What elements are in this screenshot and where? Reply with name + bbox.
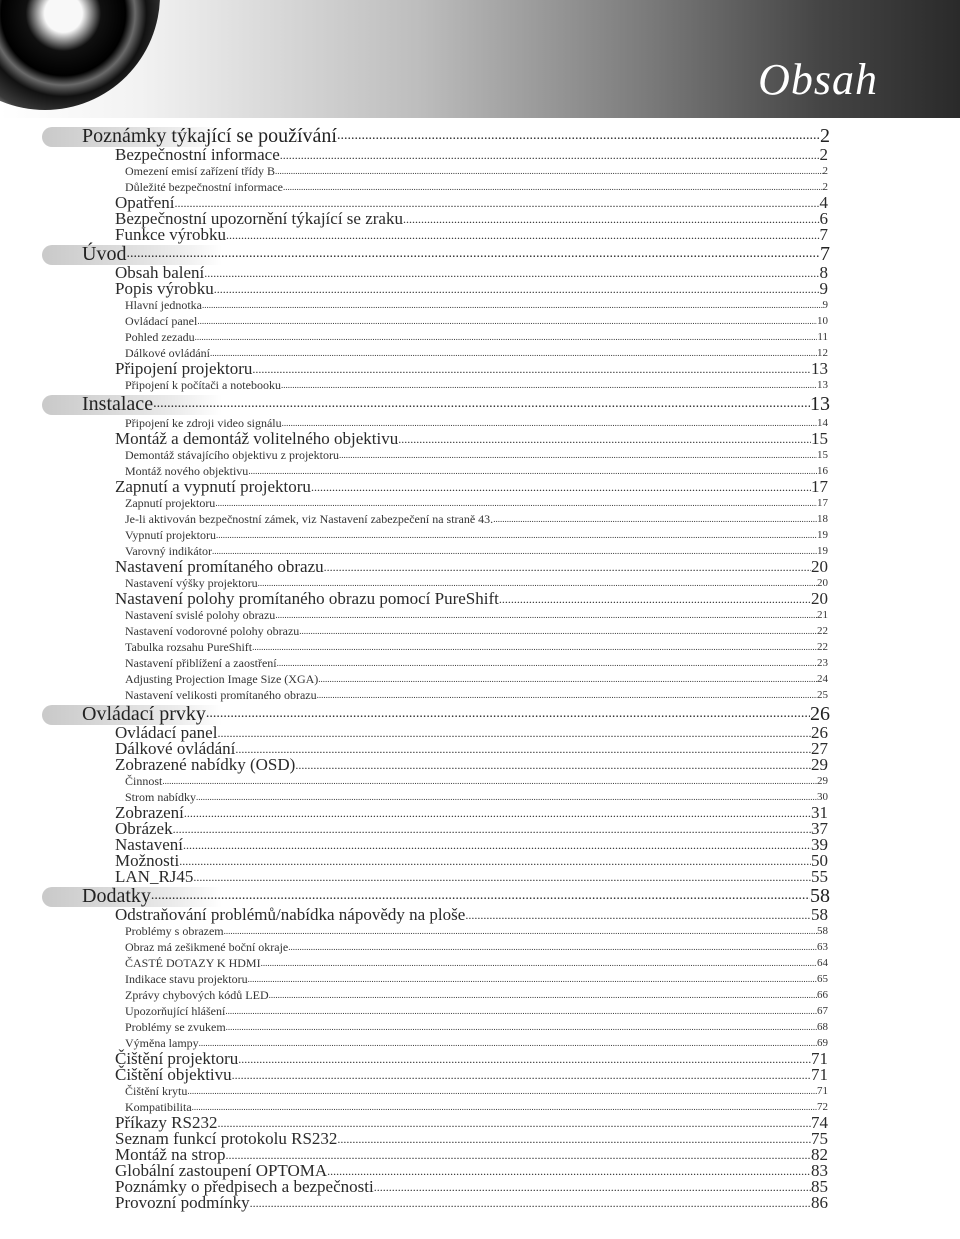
toc-chapter-ovladaci-prvky[interactable]	[0, 703, 830, 725]
toc-subsection-vypnuti-projektoru[interactable]	[0, 527, 828, 543]
toc-subsection-obraz-ma-zesikmene-bocni-okraje[interactable]	[0, 939, 828, 955]
toc-dot-leader	[403, 210, 820, 227]
toc-subsection-adjusting-projection-image-size-xga[interactable]	[0, 671, 828, 687]
toc-entry-title: Poznámky o předpisech a bezpečnosti	[115, 1177, 374, 1196]
toc-subsection-problemy-s-obrazem[interactable]	[0, 923, 828, 939]
toc-dot-leader	[283, 178, 823, 195]
toc-entry-title: Strom nabídky	[125, 790, 196, 804]
toc-page-number: 66	[817, 989, 828, 1001]
toc-page-number: 58	[817, 925, 828, 937]
toc-entry-title: Dálkové ovládání	[125, 346, 210, 360]
toc-subsection-tabulka-rozsahu-pureshift[interactable]	[0, 639, 828, 655]
toc-page-number: 22	[817, 641, 828, 653]
toc-page-number: 13	[810, 393, 830, 415]
toc-dot-leader	[226, 1018, 817, 1035]
toc-dot-leader	[337, 122, 820, 147]
toc-entry-title: Montáž nového objektivu	[125, 464, 249, 478]
toc-page-number: 20	[817, 577, 828, 589]
toc-entry-title: Montáž a demontáž volitelného objektivu	[115, 429, 399, 448]
toc-page-number: 55	[811, 867, 828, 886]
toc-subsection-nastaveni-svisle-polohy-obrazu[interactable]	[0, 607, 828, 623]
toc-page-number: 2	[822, 165, 828, 177]
toc-page-number: 23	[817, 657, 828, 669]
toc-entry-title: Globální zastoupení OPTOMA	[115, 1161, 328, 1180]
toc-dot-leader	[398, 430, 811, 447]
toc-page-number: 39	[811, 835, 828, 854]
toc-entry-title: Nastavení velikosti promítaného obrazu	[125, 688, 317, 702]
toc-entry-title: Funkce výrobku	[115, 225, 226, 244]
toc-page-number: 72	[817, 1101, 828, 1113]
toc-entry-title: Připojení projektoru	[115, 359, 253, 378]
toc-subsection-pohled-zezadu[interactable]	[0, 329, 828, 345]
toc-dot-leader	[324, 558, 811, 575]
toc-page-number: 26	[811, 723, 828, 742]
toc-entry-title: Indikace stavu projektoru	[125, 972, 248, 986]
toc-page-number: 7	[819, 225, 828, 244]
toc-subsection-omezeni-emisi-zarizeni-tridy-b[interactable]	[0, 163, 828, 179]
toc-section-popis-vyrobku[interactable]	[0, 281, 828, 297]
toc-page-number: 64	[817, 957, 828, 969]
toc-page-number: 75	[811, 1129, 828, 1148]
toc-page-number: 7	[820, 243, 830, 265]
toc-page-number: 37	[811, 819, 828, 838]
toc-entry-title: Instalace	[82, 393, 154, 415]
toc-entry-title: Bezpečnostní upozornění týkající se zraku	[115, 209, 403, 228]
toc-entry-title: Varovný indikátor	[125, 544, 212, 558]
toc-page-number: 19	[817, 529, 828, 541]
toc-entry-title: Nastavení výšky projektoru	[125, 576, 258, 590]
toc-entry-title: Čištění projektoru	[115, 1049, 239, 1068]
toc-dot-leader	[337, 1130, 811, 1147]
toc-dot-leader	[153, 390, 810, 415]
toc-entry-title: Opatření	[115, 193, 175, 212]
toc-entry-title: Problémy s obrazem	[125, 924, 224, 938]
toc-dot-leader	[184, 804, 811, 821]
toc-dot-leader	[299, 622, 817, 639]
toc-dot-leader	[252, 638, 817, 655]
toc-entry-title: Činnost	[125, 774, 163, 788]
toc-entry-title: Zapnutí a vypnutí projektoru	[115, 477, 311, 496]
toc-page-number: 4	[819, 193, 828, 212]
toc-page-number: 18	[817, 513, 828, 525]
toc-entry-title: Čištění objektivu	[115, 1065, 232, 1084]
toc-page-number: 17	[817, 497, 828, 509]
toc-entry-title: Pohled zezadu	[125, 330, 195, 344]
toc-page-number: 13	[817, 379, 828, 391]
toc-entry-title: Nastavení promítaného obrazu	[115, 557, 324, 576]
toc-page-number: 6	[819, 209, 828, 228]
toc-entry-title: Úvod	[82, 243, 127, 265]
toc-dot-leader	[250, 1194, 811, 1211]
toc-dot-leader	[295, 756, 811, 773]
toc-page-number: 83	[811, 1161, 828, 1180]
toc-page-number: 10	[817, 315, 828, 327]
toc-dot-leader	[187, 1082, 817, 1099]
toc-page-number: 20	[811, 557, 828, 576]
toc-page-number: 13	[811, 359, 828, 378]
toc-page-number: 26	[810, 703, 830, 725]
toc-page-number: 74	[811, 1113, 828, 1132]
toc-entry-title: Bezpečnostní informace	[115, 145, 280, 164]
toc-entry-title: Možnosti	[115, 851, 180, 870]
toc-page-number: 15	[817, 449, 828, 461]
toc-entry-title: Zapnutí projektoru	[125, 496, 216, 510]
toc-dot-leader	[248, 462, 817, 479]
toc-page-number: 31	[811, 803, 828, 822]
toc-entry-title: Obsah balení	[115, 263, 205, 282]
toc-dot-leader	[214, 280, 820, 297]
toc-entry-title: Obraz má zešikmené boční okraje	[125, 940, 289, 954]
toc-subsection-zapnuti-projektoru[interactable]	[0, 495, 828, 511]
toc-entry-title: Nastavení přiblížení a zaostření	[125, 656, 277, 670]
toc-entry-title: Demontáž stávajícího objektivu z projektoru	[125, 448, 339, 462]
toc-dot-leader	[374, 1178, 811, 1195]
toc-subsection-nastaveni-priblizeni-a-zaostreni[interactable]	[0, 655, 828, 671]
toc-dot-leader	[275, 606, 817, 623]
toc-dot-leader	[225, 1002, 817, 1019]
toc-entry-title: LAN_RJ45	[115, 867, 194, 886]
toc-entry-title: Obrázek	[115, 819, 173, 838]
toc-entry-title: Odstraňování problémů/nabídka nápovědy na ploše	[115, 905, 466, 924]
toc-chapter-dodatky[interactable]	[0, 885, 830, 907]
toc-page-number: 71	[817, 1085, 828, 1097]
toc-dot-leader	[232, 1066, 811, 1083]
toc-subsection-hlavni-jednotka[interactable]	[0, 297, 828, 313]
toc-subsection-problemy-se-zvukem[interactable]	[0, 1019, 828, 1035]
toc-dot-leader	[206, 700, 810, 725]
toc-entry-title: Zprávy chybových kódů LED	[125, 988, 269, 1002]
toc-dot-leader	[216, 526, 817, 543]
toc-chapter-poznamky-tykajici-se-pouzivani[interactable]	[0, 125, 830, 147]
toc-page-number: 2	[819, 145, 828, 164]
toc-page-number: 9	[822, 299, 828, 311]
toc-page-number: 25	[817, 689, 828, 701]
toc-dot-leader	[493, 510, 817, 527]
toc-entry-title: Je-li aktivován bezpečnostní zámek, viz Nastavení zabezpečení na straně 43.	[125, 512, 494, 526]
toc-entry-title: Čištění krytu	[125, 1084, 188, 1098]
toc-page-number: 30	[817, 791, 828, 803]
toc-dot-leader	[173, 820, 811, 837]
toc-entry-title: Připojení k počítači a notebooku	[125, 378, 281, 392]
toc-page-number: 11	[817, 331, 828, 343]
toc-dot-leader	[197, 312, 817, 329]
toc-section-nastaveni-promitaneho-obrazu[interactable]	[0, 559, 828, 575]
toc-entry-title: Hlavní jednotka	[125, 298, 202, 312]
table-of-contents	[0, 125, 960, 1211]
toc-subsection-je-li-aktivovan-bezpecnostni-zamek-viz-nastaveni-zabezpeceni-na-strane-43[interactable]	[0, 511, 828, 527]
toc-section-montaz-a-demontaz-volitelneho-objektivu[interactable]	[0, 431, 828, 447]
toc-page-number: 69	[817, 1037, 828, 1049]
toc-page-number: 20	[811, 589, 828, 608]
toc-dot-leader	[196, 788, 817, 805]
toc-entry-title: Nastavení vodorovné polohy obrazu	[125, 624, 300, 638]
toc-dot-leader	[179, 852, 811, 869]
toc-page-number: 29	[811, 755, 828, 774]
toc-page-number: 65	[817, 973, 828, 985]
toc-dot-leader	[339, 446, 817, 463]
toc-dot-leader	[465, 906, 811, 923]
toc-page-number: 86	[811, 1193, 828, 1212]
toc-entry-title: Příkazy RS232	[115, 1113, 218, 1132]
toc-entry-title: Kompatibilita	[125, 1100, 192, 1114]
toc-entry-title: Ovládací prvky	[82, 703, 206, 725]
toc-dot-leader	[162, 772, 817, 789]
toc-page-number: 21	[817, 609, 828, 621]
toc-entry-title: Poznámky týkající se používání	[82, 125, 337, 147]
toc-entry-title: Připojení ke zdroji video signálu	[125, 416, 282, 430]
toc-dot-leader	[183, 836, 811, 853]
toc-entry-title: Adjusting Projection Image Size (XGA)	[125, 672, 319, 686]
toc-entry-title: Omezení emisí zařízení třídy B	[125, 164, 275, 178]
toc-entry-title: Nastavení polohy promítaného obrazu pomocí PureShift	[115, 589, 499, 608]
toc-entry-title: Upozorňující hlášení	[125, 1004, 226, 1018]
toc-page-number: 24	[817, 673, 828, 685]
toc-subsection-nastaveni-vodorovne-polohy-obrazu[interactable]	[0, 623, 828, 639]
toc-subsection-caste-dotazy-k-hdmi[interactable]	[0, 955, 828, 971]
toc-entry-title: Montáž na strop	[115, 1145, 226, 1164]
toc-dot-leader	[261, 954, 817, 971]
toc-dot-leader	[327, 1162, 811, 1179]
toc-entry-title: ČASTÉ DOTAZY K HDMI	[125, 956, 261, 970]
toc-subsection-indikace-stavu-projektoru[interactable]	[0, 971, 828, 987]
toc-dot-leader	[215, 494, 817, 511]
toc-page-number: 27	[811, 739, 828, 758]
toc-section-pripojeni-projektoru[interactable]	[0, 361, 828, 377]
toc-page-number: 17	[811, 477, 828, 496]
toc-page-number: 14	[817, 417, 828, 429]
toc-page-number: 22	[817, 625, 828, 637]
toc-dot-leader	[195, 328, 818, 345]
toc-section-zobrazene-nabidky-osd[interactable]	[0, 757, 828, 773]
toc-chapter-uvod[interactable]	[0, 243, 830, 265]
toc-entry-title: Seznam funkcí protokolu RS232	[115, 1129, 338, 1148]
toc-dot-leader	[318, 670, 817, 687]
toc-page-number: 71	[811, 1049, 828, 1068]
toc-subsection-cisteni-krytu[interactable]	[0, 1083, 828, 1099]
toc-dot-leader	[224, 922, 817, 939]
toc-dot-leader	[235, 740, 811, 757]
toc-dot-leader	[269, 986, 817, 1003]
toc-dot-leader	[252, 360, 811, 377]
toc-page-number: 9	[819, 279, 828, 298]
toc-page-number: 12	[817, 347, 828, 359]
toc-page-number: 58	[811, 905, 828, 924]
toc-subsection-zpravy-chybovych-kodu-led[interactable]	[0, 987, 828, 1003]
toc-page-number: 82	[811, 1145, 828, 1164]
toc-page-number: 19	[817, 545, 828, 557]
toc-dot-leader	[311, 478, 811, 495]
toc-page-number: 16	[817, 465, 828, 477]
toc-page-number: 68	[817, 1021, 828, 1033]
toc-section-cisteni-objektivu[interactable]	[0, 1067, 828, 1083]
toc-section-bezpecnostni-informace[interactable]	[0, 147, 828, 163]
toc-page-number: 58	[810, 885, 830, 907]
toc-page-number: 2	[822, 181, 828, 193]
toc-dot-leader	[277, 654, 817, 671]
toc-subsection-demontaz-stavajiciho-objektivu-z-projektoru[interactable]	[0, 447, 828, 463]
toc-dot-leader	[210, 344, 817, 361]
toc-dot-leader	[199, 1034, 817, 1051]
toc-dot-leader	[275, 162, 823, 179]
toc-entry-title: Zobrazení	[115, 803, 184, 822]
toc-dot-leader	[126, 240, 820, 265]
toc-section-provozni-podminky[interactable]	[0, 1195, 828, 1211]
toc-dot-leader	[248, 970, 817, 987]
toc-dot-leader	[288, 938, 817, 955]
toc-page-number: 8	[819, 263, 828, 282]
toc-dot-leader	[151, 882, 810, 907]
toc-chapter-instalace[interactable]	[0, 393, 830, 415]
toc-page-number: 29	[817, 775, 828, 787]
toc-entry-title: Nastavení svislé polohy obrazu	[125, 608, 276, 622]
toc-dot-leader	[280, 146, 820, 163]
toc-page-number: 71	[811, 1065, 828, 1084]
toc-entry-title: Dodatky	[82, 885, 151, 907]
toc-page-number: 67	[817, 1005, 828, 1017]
toc-dot-leader	[202, 296, 823, 313]
toc-subsection-upozornujici-hlaseni[interactable]	[0, 1003, 828, 1019]
toc-entry-title: Ovládací panel	[125, 314, 198, 328]
toc-entry-title: Důležité bezpečnostní informace	[125, 180, 283, 194]
toc-section-nastaveni-polohy-promitaneho-obrazu-pomoci-pureshift[interactable]	[0, 591, 828, 607]
toc-page-number: 85	[811, 1177, 828, 1196]
toc-entry-title: Vypnutí projektoru	[125, 528, 216, 542]
toc-entry-title: Ovládací panel	[115, 723, 218, 742]
toc-subsection-ovladaci-panel[interactable]	[0, 313, 828, 329]
toc-entry-title: Provozní podmínky	[115, 1193, 250, 1212]
toc-dot-leader	[499, 590, 811, 607]
page-title: Obsah	[758, 55, 878, 104]
toc-section-zapnuti-a-vypnuti-projektoru[interactable]	[0, 479, 828, 495]
toc-entry-title: Problémy se zvukem	[125, 1020, 226, 1034]
toc-page-number: 50	[811, 851, 828, 870]
toc-page-number: 15	[811, 429, 828, 448]
toc-entry-title: Výměna lampy	[125, 1036, 199, 1050]
toc-subsection-cinnost[interactable]	[0, 773, 828, 789]
toc-section-odstranovani-problemu-nabidka-napovedy-na-plose[interactable]	[0, 907, 828, 923]
toc-dot-leader	[204, 264, 819, 281]
toc-entry-title: Dálkové ovládání	[115, 739, 236, 758]
toc-entry-title: Zobrazené nabídky (OSD)	[115, 755, 296, 774]
toc-dot-leader	[192, 1098, 817, 1115]
toc-entry-title: Popis výrobku	[115, 279, 214, 298]
toc-dot-leader	[238, 1050, 811, 1067]
toc-page-number: 2	[820, 125, 830, 147]
toc-entry-title: Nastavení	[115, 835, 183, 854]
toc-entry-title: Tabulka rozsahu PureShift	[125, 640, 253, 654]
toc-page-number: 63	[817, 941, 828, 953]
toc-dot-leader	[217, 724, 811, 741]
